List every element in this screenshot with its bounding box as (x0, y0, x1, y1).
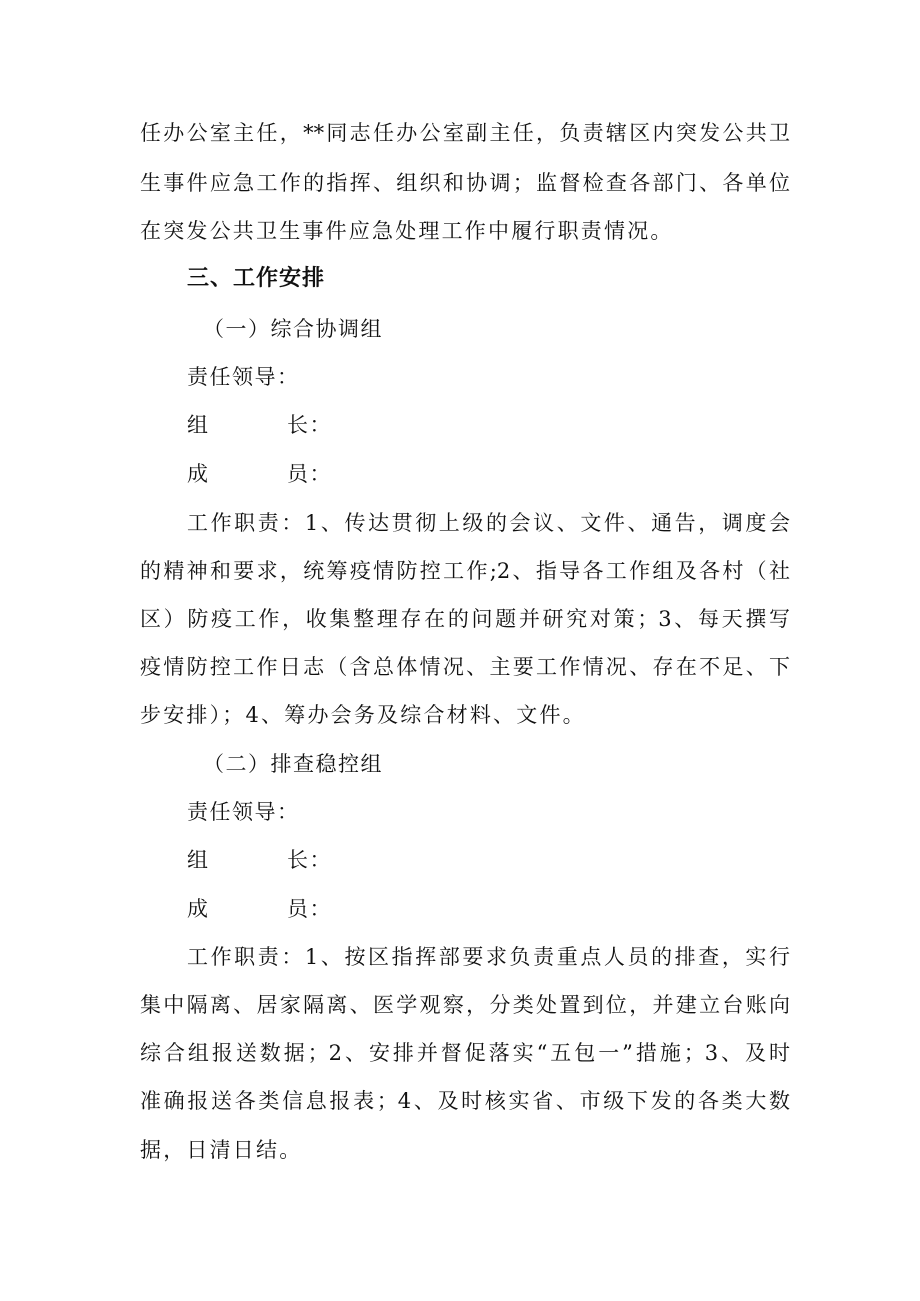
group-1-head-row (187, 410, 837, 440)
intro-line-1: 任办公室主任，**同志任办公室副主任，负责辖区内突发公共卫 (140, 121, 790, 145)
group-2-duty-line-1: 工作职责：1、按区指挥部要求负责重点人员的排查，实行 (187, 945, 790, 969)
group-1-member-label-2: 员： (287, 462, 332, 486)
group-1-duty-line-2: 的精神和要求，统筹疫情防控工作;2、指导各工作组及各村（社 (140, 559, 790, 583)
group-2-member-label-1: 成 (187, 897, 210, 921)
group-2-duty-line-5: 据，日清日结。 (140, 1138, 303, 1162)
group-2-duty-line-2: 集中隔离、居家隔离、医学观察，分类处置到位，并建立台账向 (140, 993, 790, 1017)
group-1-title: （一）综合协调组 (203, 317, 383, 341)
group-1-member-row (187, 459, 837, 489)
group-1-member-label-1: 成 (187, 462, 210, 486)
group-2-duty-line-3: 综合组报送数据；2、安排并督促落实“五包一”措施；3、及时 (140, 1041, 790, 1065)
group-1-leader-label: 责任领导： (187, 365, 300, 389)
group-1-duty-line-1: 工作职责：1、传达贯彻上级的会议、文件、通告，调度会 (187, 511, 790, 535)
group-1-duty-line-4: 疫情防控工作日志（含总体情况、主要工作情况、存在不足、下 (140, 655, 790, 679)
group-1-head-label-1: 组 (187, 413, 210, 437)
group-2-title: （二）排查稳控组 (203, 752, 383, 776)
group-2-head-label-2: 长： (287, 848, 332, 872)
group-1-duty-line-5: 步安排）；4、筹办会务及综合材料、文件。 (140, 703, 586, 727)
intro-line-2: 生事件应急工作的指挥、组织和协调；监督检查各部门、各单位 (140, 171, 790, 195)
group-2-member-row (187, 894, 837, 924)
group-2-head-label-1: 组 (187, 848, 210, 872)
section-heading: 三、工作安排 (187, 266, 326, 291)
group-2-head-row (187, 845, 837, 875)
group-2-leader-label: 责任领导： (187, 800, 300, 824)
group-2-member-label-2: 员： (287, 897, 332, 921)
group-2-duty-line-4: 准确报送各类信息报表；4、及时核实省、市级下发的各类大数 (140, 1089, 790, 1113)
group-1-duty-line-3: 区）防疫工作，收集整理存在的问题并研究对策；3、每天撰写 (140, 607, 790, 631)
group-1-head-label-2: 长： (287, 413, 332, 437)
intro-line-3: 在突发公共卫生事件应急处理工作中履行职责情况。 (140, 219, 674, 243)
